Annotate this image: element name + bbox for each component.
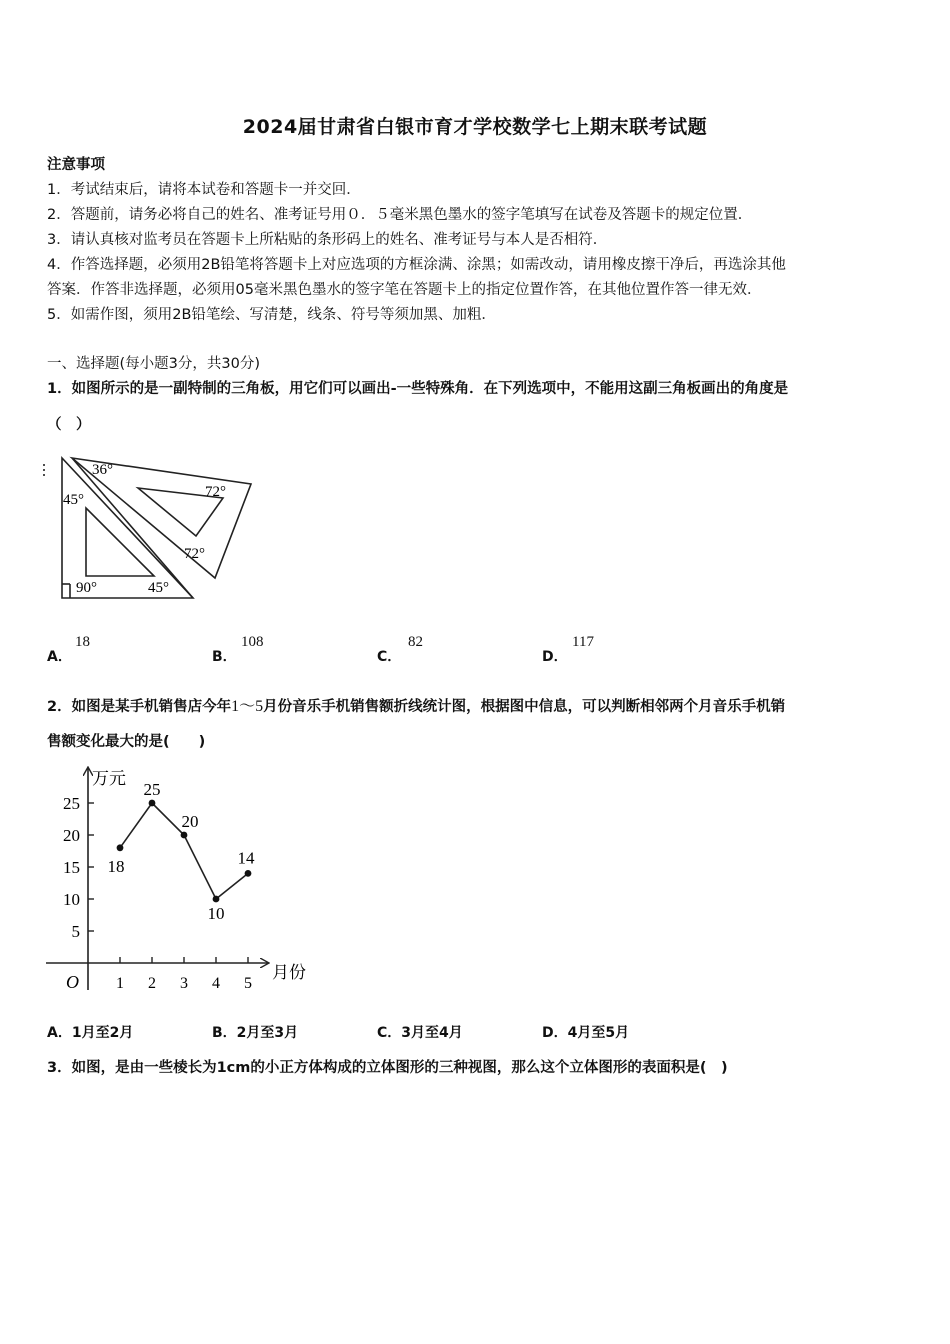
option-d-letter: D． <box>542 1025 568 1041</box>
x-tick-label: 5 <box>244 975 252 992</box>
question-2-text-a: 2．如图是某手机销售店今年 <box>47 699 232 715</box>
option-b[interactable]: B． <box>212 649 237 665</box>
data-label: 18 <box>107 856 125 876</box>
option-d[interactable]: D． <box>542 649 568 665</box>
option-d-value: 117 <box>572 634 594 650</box>
notice-item: 2．答题前，请务必将自己的姓名、准考证号用０．５毫米黑色墨水的签字笔填写在试卷及答题卡的规定位置． <box>47 207 753 223</box>
notice-item: 3．请认真核对监考员在答题卡上所粘贴的条形码上的姓名、准考证号与本人是否相符． <box>47 232 608 248</box>
option-d[interactable] <box>542 1022 629 1042</box>
sales-line-chart <box>40 760 320 996</box>
option-b-value: 2月至3月 <box>236 1025 299 1041</box>
notice-item: 答案．作答非选择题，必须用05毫米黑色墨水的签字笔在答题卡上的指定位置作答，在其他位置作答一律无效． <box>47 282 762 298</box>
question-2-text-b: 月份音乐手机销售额折线统计图，根据图中信息，可以判断相邻两个月音乐手机销 <box>263 699 786 715</box>
option-c[interactable]: C． <box>377 649 402 665</box>
y-tick-label: 5 <box>71 922 80 941</box>
y-axis-label: 万元 <box>92 769 126 788</box>
x-tick-label: 4 <box>212 975 220 992</box>
option-a-value: 18 <box>75 634 90 650</box>
data-point <box>245 870 252 877</box>
option-c[interactable] <box>377 1022 463 1042</box>
data-point <box>117 844 124 851</box>
option-a[interactable]: A． <box>47 649 72 665</box>
notice-heading: 注意事项 <box>47 157 105 173</box>
option-d-value: 4月至5月 <box>567 1025 630 1041</box>
data-point <box>181 832 188 839</box>
angle-label: 72° <box>205 484 226 500</box>
option-a-letter: A． <box>47 1025 72 1041</box>
notice-item: 5．如需作图，须用2B铅笔绘、写清楚，线条、符号等须加黑、加粗． <box>47 307 496 323</box>
angle-label: 45° <box>63 492 84 508</box>
question-1-text: 1．如图所示的是一副特制的三角板，用它们可以画出-一些特殊角．在下列选项中，不能用这副三角板画出的角度是 <box>47 381 789 397</box>
option-b[interactable] <box>212 1022 298 1042</box>
option-a-value: 1月至2月 <box>71 1025 134 1041</box>
origin-label: O <box>66 972 79 992</box>
question-2-text-c: 售额变化最大的是( ) <box>47 734 206 750</box>
angle-label: 72° <box>184 546 205 562</box>
data-label: 10 <box>207 904 225 923</box>
y-tick-label: 10 <box>63 890 80 909</box>
page-title: 2024届甘肃省白银市育才学校数学七上期末联考试题 <box>242 116 708 138</box>
x-axis-label: 月份 <box>272 963 306 982</box>
y-tick-label: 20 <box>63 826 80 845</box>
data-label: 14 <box>237 848 255 868</box>
x-tick-label: 1 <box>116 975 124 992</box>
angle-label: 36° <box>92 462 113 478</box>
question-2-text <box>47 693 785 716</box>
angle-label: 90° <box>76 580 97 596</box>
option-c-letter: C． <box>377 1025 402 1041</box>
y-tick-label: 15 <box>63 858 80 877</box>
question-2-range: 1～5 <box>231 698 264 715</box>
section-heading: 一、选择题(每小题3分，共30分) <box>47 356 260 372</box>
angle-label: 45° <box>148 580 169 596</box>
data-point <box>213 896 220 903</box>
option-c-value: 3月至4月 <box>401 1025 463 1041</box>
data-point <box>149 800 156 807</box>
x-tick-label: 2 <box>148 975 156 992</box>
notice-item: 1．考试结束后，请将本试卷和答题卡一并交回． <box>47 182 361 198</box>
notice-item: 4．作答选择题，必须用2B铅笔将答题卡上对应选项的方框涂满、涂黑；如需改动，请用橡皮擦干净后，再选涂其他 <box>47 257 786 273</box>
triangle-set-figure <box>40 452 260 604</box>
y-tick-label: 25 <box>63 794 80 813</box>
data-label: 25 <box>143 780 161 799</box>
data-label: 20 <box>181 812 199 831</box>
option-a[interactable] <box>47 1022 133 1042</box>
question-3-text: 3．如图，是由一些棱长为1cm的小正方体构成的立体图形的三种视图，那么这个立体图形的表面积是( ) <box>47 1060 728 1076</box>
x-tick-label: 3 <box>180 975 188 992</box>
question-1-blank: （ ） <box>47 417 91 433</box>
option-b-value: 108 <box>241 634 264 650</box>
option-c-value: 82 <box>408 634 423 650</box>
option-b-letter: B． <box>212 1025 237 1041</box>
